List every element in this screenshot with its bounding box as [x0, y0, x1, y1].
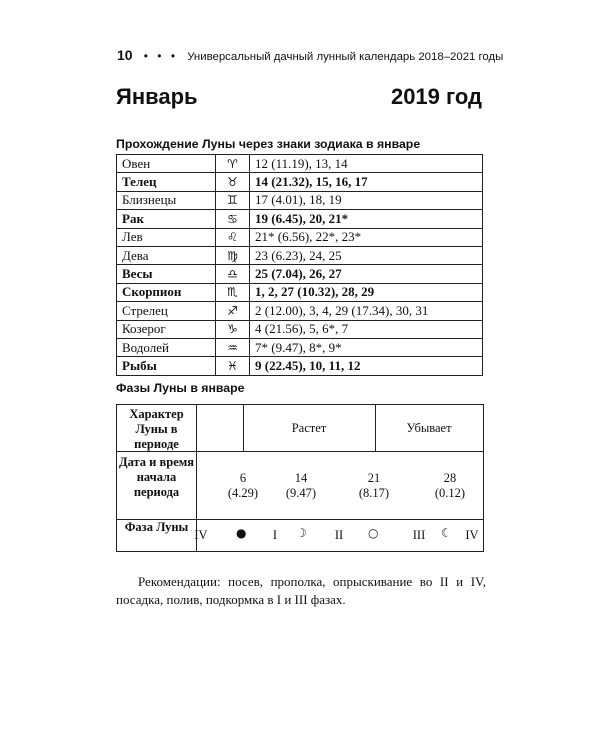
phase-iv-end: IV: [465, 528, 479, 542]
zodiac-symbol-icon: ♎: [216, 265, 250, 283]
first-quarter-icon: ☽: [296, 526, 307, 540]
zodiac-sign-name: Близнецы: [117, 191, 216, 209]
full-moon-icon: ○: [368, 526, 379, 540]
phase-i: I: [272, 528, 278, 542]
zodiac-symbol-icon: ♑: [216, 320, 250, 338]
zodiac-row: [117, 173, 483, 191]
waning-label: Убывает: [406, 421, 452, 435]
zodiac-sign-name: Скорпион: [117, 283, 216, 301]
zodiac-row: [117, 357, 483, 375]
zodiac-days: 12 (11.19), 13, 14: [250, 155, 483, 173]
date-day: 6: [239, 471, 247, 485]
date-time: (4.29): [227, 486, 259, 500]
zodiac-row: [117, 302, 483, 320]
zodiac-days: 14 (21.32), 15, 16, 17: [250, 173, 483, 191]
zodiac-symbol-icon: ♋: [216, 210, 250, 228]
zodiac-symbol-icon: ♐: [216, 302, 250, 320]
zodiac-row: [117, 155, 483, 173]
zodiac-days: 2 (12.00), 3, 4, 29 (17.34), 30, 31: [250, 302, 483, 320]
date-day: 28: [443, 471, 457, 485]
zodiac-symbol-icon: ♏: [216, 283, 250, 301]
zodiac-days: 23 (6.23), 24, 25: [250, 246, 483, 264]
zodiac-section-title: Прохождение Луны через знаки зодиака в январе: [116, 137, 421, 151]
new-moon-icon: ●: [236, 526, 247, 540]
date-day: 21: [367, 471, 381, 485]
phase-iii: III: [412, 528, 426, 542]
date-time: (0.12): [434, 486, 466, 500]
phase-label: Фаза Луны: [124, 520, 189, 534]
phase-iv-start: IV: [194, 528, 208, 542]
zodiac-sign-name: Дева: [117, 246, 216, 264]
zodiac-symbol-icon: ♒: [216, 338, 250, 356]
zodiac-days: 19 (6.45), 20, 21*: [250, 210, 483, 228]
zodiac-sign-name: Рак: [117, 210, 216, 228]
zodiac-row: [117, 338, 483, 356]
phase-date-1: [223, 471, 263, 501]
zodiac-days: 17 (4.01), 18, 19: [250, 191, 483, 209]
zodiac-days: 9 (22.45), 10, 11, 12: [250, 357, 483, 375]
phase-date-3: [354, 471, 394, 501]
month-title: Январь: [116, 84, 198, 109]
zodiac-row: [117, 191, 483, 209]
zodiac-row: [117, 283, 483, 301]
zodiac-sign-name: Весы: [117, 265, 216, 283]
date-day: 14: [294, 471, 308, 485]
phase-date-4: [430, 471, 470, 501]
book-title: Универсальный дачный лунный календарь 2018–2021 годы: [187, 51, 504, 63]
zodiac-sign-name: Телец: [117, 173, 216, 191]
character-label: Характер Луны в периоде: [129, 407, 184, 451]
zodiac-row: [117, 228, 483, 246]
zodiac-sign-name: Водолей: [117, 338, 216, 356]
zodiac-days: 7* (9.47), 8*, 9*: [250, 338, 483, 356]
phase-date-2: [281, 471, 321, 501]
date-time-label: Дата и время начала периода: [118, 455, 195, 499]
phases-section-title: Фазы Луны в январе: [116, 381, 245, 395]
recommendation-text: Рекомендации: посев, прополка, опрыскивание во II и IV, посадка, полив, подкормка в I и III фазах.: [116, 574, 486, 607]
zodiac-row: [117, 265, 483, 283]
zodiac-days: 4 (21.56), 5, 6*, 7: [250, 320, 483, 338]
header-dots: • • •: [143, 49, 179, 63]
zodiac-table: [116, 154, 483, 376]
zodiac-sign-name: Овен: [117, 155, 216, 173]
zodiac-days: 1, 2, 27 (10.32), 28, 29: [250, 283, 483, 301]
zodiac-row: [117, 210, 483, 228]
year-title: 2019 год: [390, 84, 482, 109]
zodiac-symbol-icon: ♍: [216, 246, 250, 264]
zodiac-sign-name: Козерог: [117, 320, 216, 338]
date-time: (9.47): [285, 486, 317, 500]
zodiac-row: [117, 320, 483, 338]
zodiac-row: [117, 246, 483, 264]
zodiac-symbol-icon: ♌: [216, 228, 250, 246]
phase-ii: II: [334, 528, 344, 542]
running-header: [117, 47, 504, 63]
growing-label: Растет: [291, 421, 327, 435]
last-quarter-icon: ☾: [441, 526, 452, 540]
zodiac-sign-name: Стрелец: [117, 302, 216, 320]
moon-phases-table: [116, 404, 484, 552]
zodiac-symbol-icon: ♉: [216, 173, 250, 191]
zodiac-days: 25 (7.04), 26, 27: [250, 265, 483, 283]
zodiac-symbol-icon: ♓: [216, 357, 250, 375]
zodiac-sign-name: Рыбы: [117, 357, 216, 375]
zodiac-sign-name: Лев: [117, 228, 216, 246]
date-time: (8.17): [358, 486, 390, 500]
zodiac-symbol-icon: ♈: [216, 155, 250, 173]
zodiac-symbol-icon: ♊: [216, 191, 250, 209]
page-number: 10: [117, 47, 133, 63]
zodiac-days: 21* (6.56), 22*, 23*: [250, 228, 483, 246]
